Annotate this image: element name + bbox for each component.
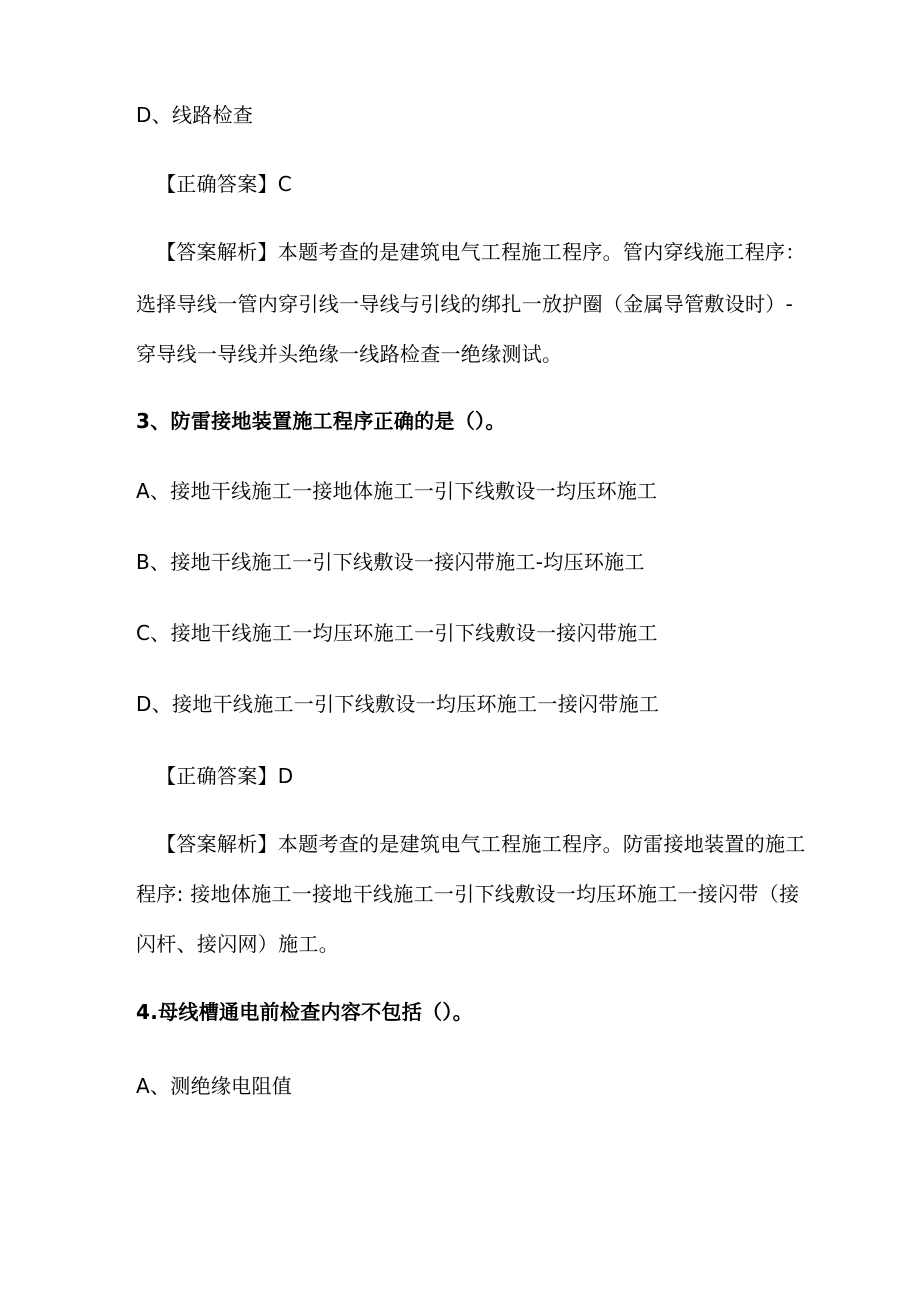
prev-option-d: D、线路检查 — [136, 103, 254, 127]
question-3-stem: 3、防雷接地装置施工程序正确的是（）。 — [136, 409, 506, 433]
question-4-stem: 4.母线槽通电前检查内容不包括（）。 — [136, 1000, 473, 1024]
question-3-analysis-line-2: 程序: 接地体施工一接地干线施工一引下线敷设一均压环施工一接闪带（接 — [136, 882, 800, 906]
question-3-option-c: C、接地干线施工一均压环施工一引下线敷设一接闪带施工 — [136, 621, 658, 645]
prev-analysis-line-3: 穿导线一导线并头绝缘一线路检查一绝缘测试。 — [136, 342, 563, 366]
question-3-answer: 【正确答案】D — [156, 764, 294, 788]
question-3-option-a: A、接地干线施工一接地体施工一引下线敷设一均压环施工 — [136, 479, 658, 503]
prev-analysis-line-2: 选择导线一管内穿引线一导线与引线的绑扎一放护圈（金属导管敷设时）- — [136, 292, 794, 316]
question-3-analysis-line-3: 闪杆、接闪网）施工。 — [136, 932, 339, 956]
question-4-option-a: A、测绝缘电阻值 — [136, 1074, 293, 1098]
prev-analysis-line-1: 【答案解析】本题考查的是建筑电气工程施工程序。管内穿线施工程序： — [156, 240, 806, 264]
question-3-option-d: D、接地干线施工一引下线敷设一均压环施工一接闪带施工 — [136, 692, 660, 716]
question-3-option-b: B、接地干线施工一引下线敷设一接闪带施工-均压环施工 — [136, 550, 645, 574]
question-3-analysis-line-1: 【答案解析】本题考查的是建筑电气工程施工程序。防雷接地装置的施工 — [156, 832, 806, 856]
prev-answer: 【正确答案】C — [156, 172, 293, 196]
